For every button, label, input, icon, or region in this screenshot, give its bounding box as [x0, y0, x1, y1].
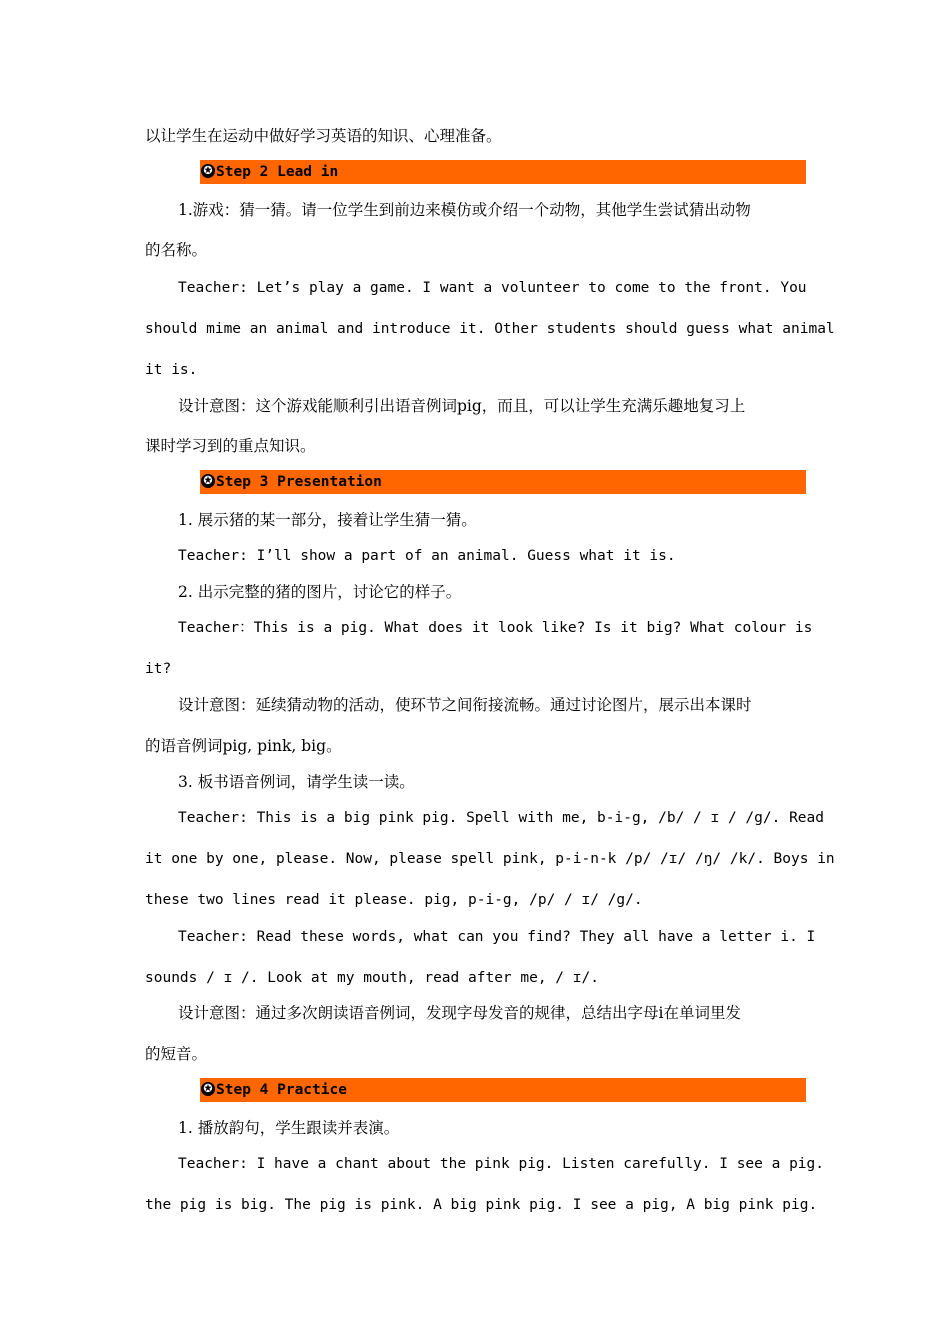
- paragraph-line: sounds / ɪ /. Look at my mouth, read after me, / ɪ/.: [145, 970, 599, 986]
- paragraph-line: 2. 出示完整的猪的图片，讨论它的样子。: [178, 583, 462, 601]
- step-2-title: Step 2 Lead in: [216, 164, 339, 180]
- paragraph-line: Teacher：This is a pig. What does it look like? Is it big? What colour is: [178, 620, 813, 636]
- star-circle-icon: ✪: [201, 1082, 215, 1096]
- paragraph-line: these two lines read it please. pig, p-i-g, /p/ / ɪ/ /g/.: [145, 892, 643, 908]
- paragraph-line: 设计意图：延续猜动物的活动，使环节之间衔接流畅。通过讨论图片，展示出本课时: [178, 696, 752, 714]
- step-2-header: [200, 160, 806, 184]
- paragraph-line: it?: [145, 661, 172, 677]
- paragraph-line: 的短音。: [145, 1045, 208, 1063]
- paragraph-line: 课时学习到的重点知识。: [145, 437, 316, 455]
- paragraph-line: Teacher: Let’s play a game. I want a volunteer to come to the front. You: [178, 280, 807, 296]
- paragraph-line: should mime an animal and introduce it. Other students should guess what animal: [145, 321, 835, 337]
- paragraph-line: 1. 展示猪的某一部分，接着让学生猜一猜。: [178, 511, 477, 529]
- paragraph-line: 1. 播放韵句，学生跟读并表演。: [178, 1119, 400, 1137]
- star-circle-icon: ✪: [201, 164, 215, 178]
- paragraph-line: Teacher: This is a big pink pig. Spell with me, b-i-g, /b/ / ɪ / /g/. Read: [178, 810, 825, 826]
- step-4-title: Step 4 Practice: [216, 1082, 347, 1098]
- step-3-header: [200, 470, 806, 494]
- star-circle-icon: ✪: [201, 474, 215, 488]
- paragraph-line: Teacher: Read these words, what can you find? They all have a letter i. I: [178, 929, 816, 945]
- paragraph-line: it one by one, please. Now, please spell pink, p-i-n-k /p/ /ɪ/ /ŋ/ /k/. Boys in: [145, 851, 835, 867]
- paragraph-line: it is.: [145, 362, 198, 378]
- paragraph-line: 1.游戏：猜一猜。请一位学生到前边来模仿或介绍一个动物，其他学生尝试猜出动物: [178, 201, 751, 219]
- step-4-header: [200, 1078, 806, 1102]
- paragraph-line: Teacher: I have a chant about the pink pig. Listen carefully. I see a pig.: [178, 1156, 825, 1172]
- paragraph-line: 3. 板书语音例词，请学生读一读。: [178, 773, 415, 791]
- paragraph-line: 设计意图：这个游戏能顺利引出语音例词pig，而且，可以让学生充满乐趣地复习上: [178, 397, 746, 415]
- step-3-title: Step 3 Presentation: [216, 474, 382, 490]
- paragraph-line: 设计意图：通过多次朗读语音例词，发现字母发音的规律，总结出字母i在单词里发: [178, 1004, 741, 1022]
- paragraph-line: Teacher: I’ll show a part of an animal. Guess what it is.: [178, 548, 676, 564]
- intro-text: 以让学生在运动中做好学习英语的知识、心理准备。: [145, 127, 502, 145]
- paragraph-line: the pig is big. The pig is pink. A big pink pig. I see a pig, A big pink pig.: [145, 1197, 818, 1213]
- paragraph-line: 的名称。: [145, 241, 208, 259]
- paragraph-line: 的语音例词pig, pink, big。: [145, 737, 342, 755]
